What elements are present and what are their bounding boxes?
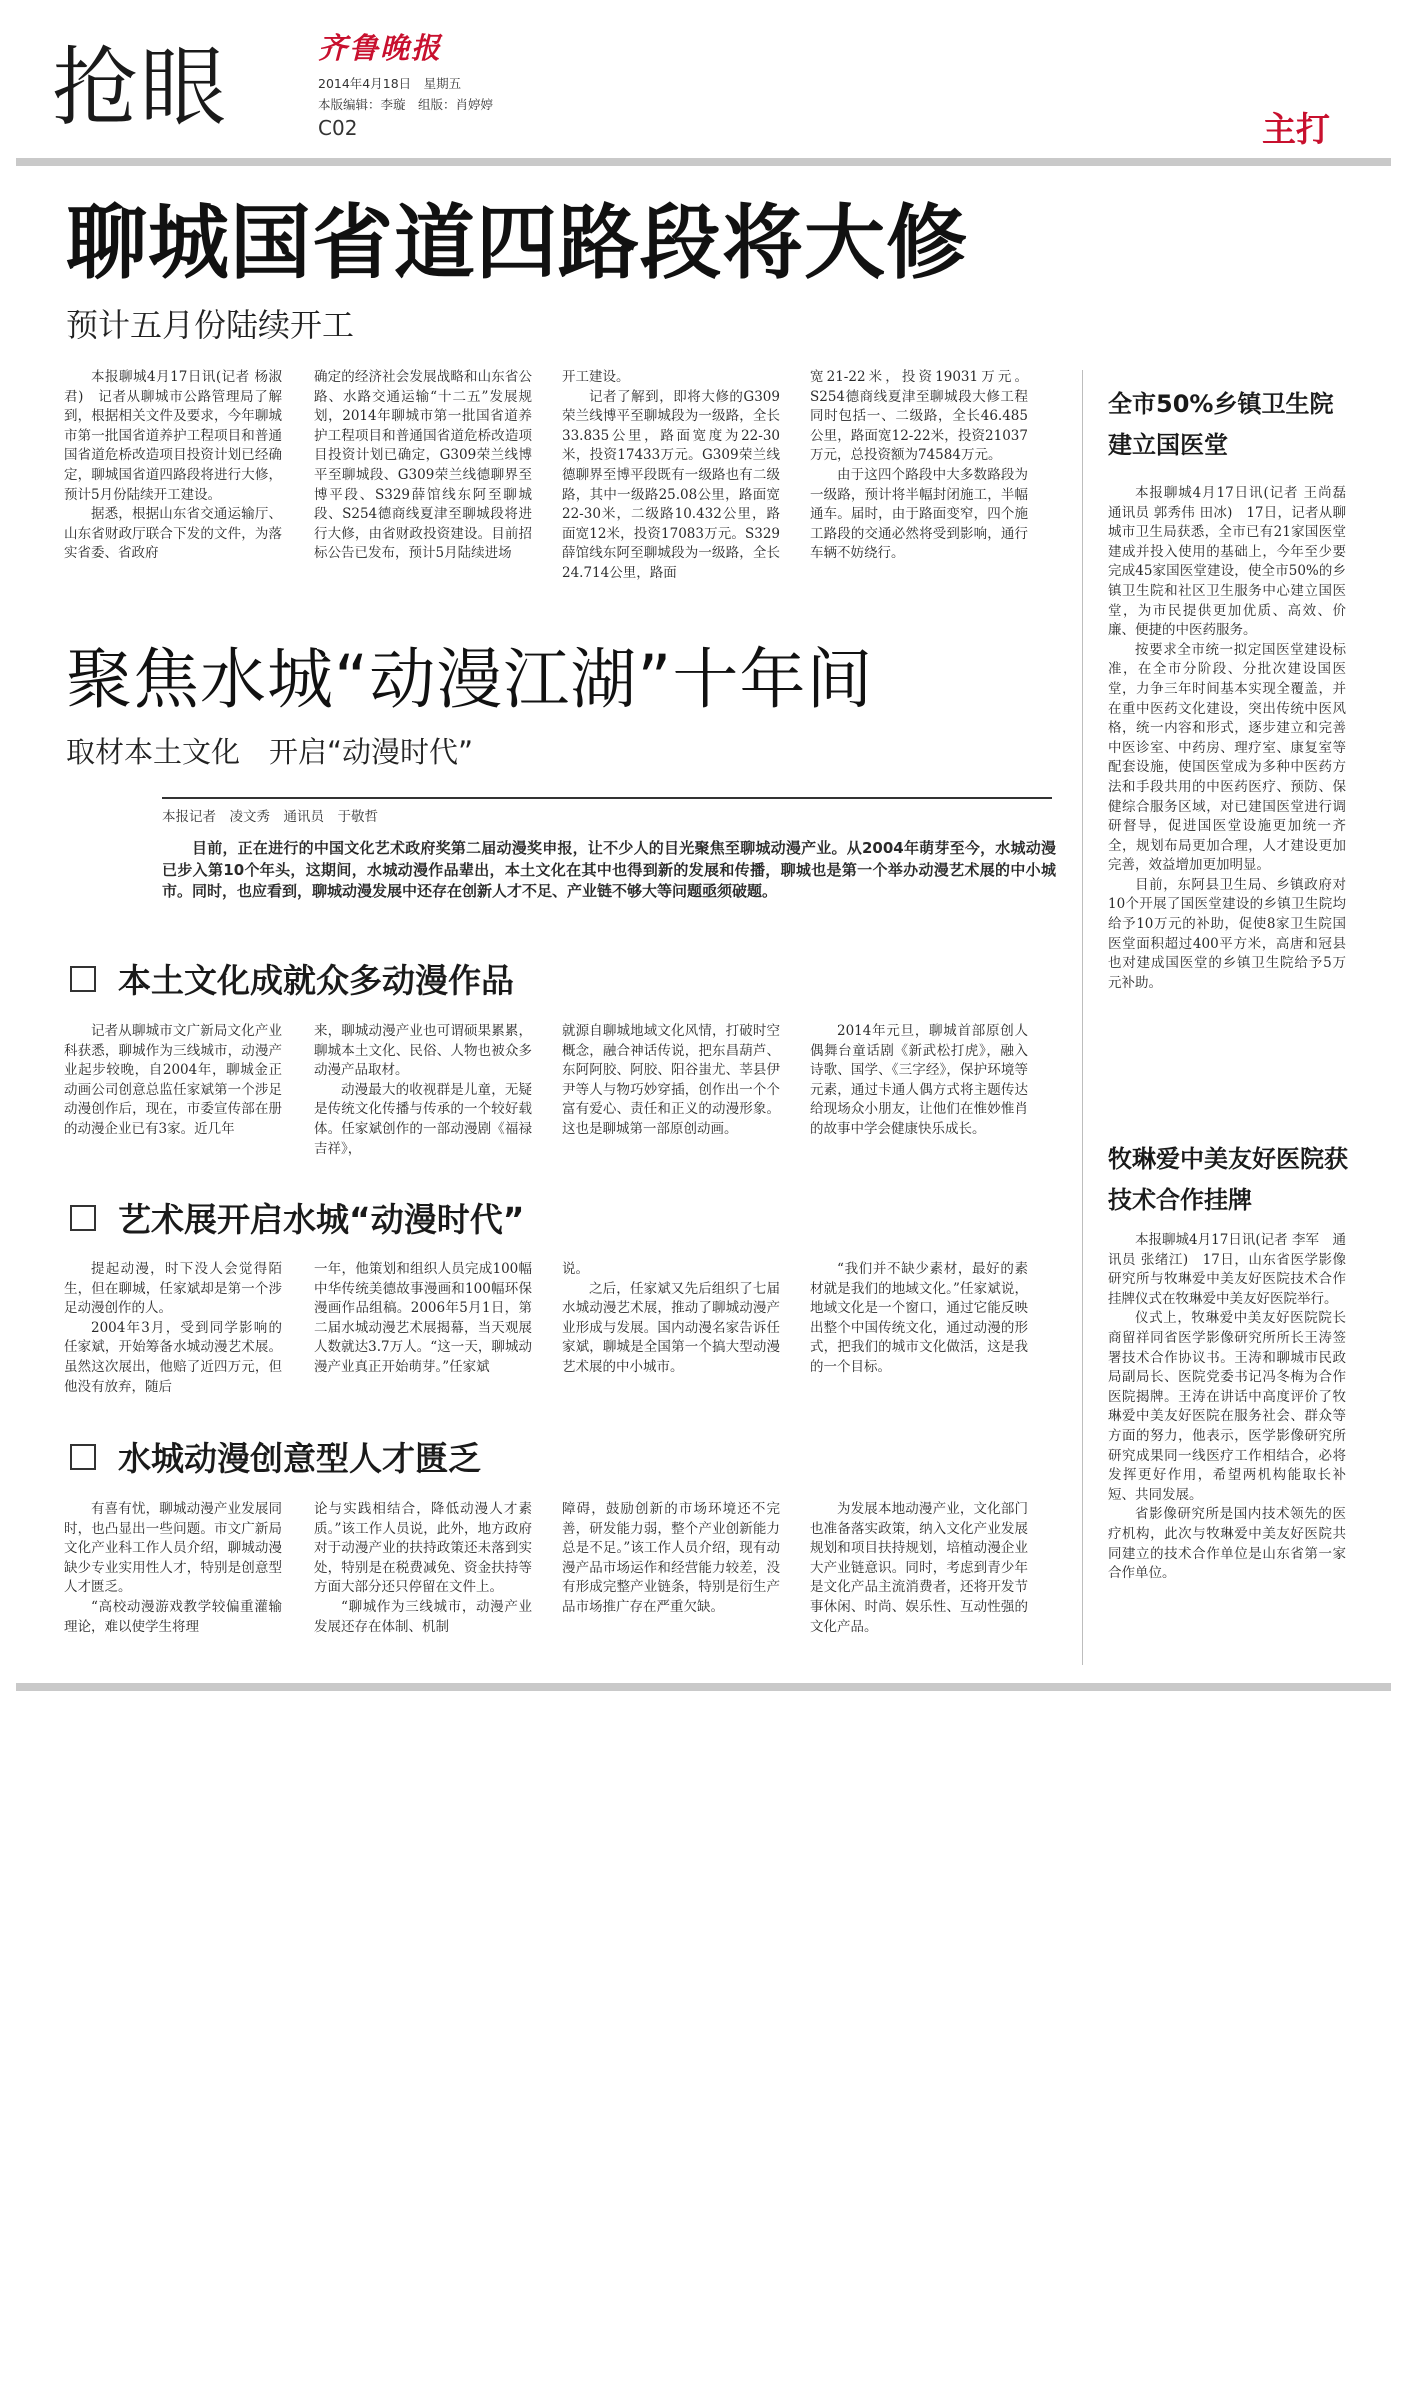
paragraph: “高校动漫游戏教学较偏重灌输理论，难以使学生将理 [64, 1598, 282, 1635]
checkbox-icon [70, 966, 96, 992]
article2-byline [162, 797, 1052, 825]
article2-subhead: 取材本土文化 开启“动漫时代” [66, 735, 474, 769]
section-2-col-2 [314, 1260, 532, 1378]
article2-lead [162, 838, 1056, 903]
paragraph: 按要求全市统一拟定国医堂建设标准，在全市分阶段、分批次建设国医堂，力争三年时间基本实现全覆盖，并在重中医药文化建设，突出传统中医风格，统一内容和形式，逐步建立和完善中医诊室、中药房、理疗室、康复室等配套设施，使国医堂成为多种中医药方法和手段共用的中医药医疗、预防、保健综合服务区域，对已建国医堂进行调研督导，促进国医堂设施更加统一齐全，规划布局更加合理，人才建设更加完善，效益增加更加明显。 [1108, 641, 1346, 874]
section-heading-text: 艺术展开启水城“动漫时代” [118, 1200, 525, 1239]
paragraph: 为发展本地动漫产业，文化部门也准备落实政策，纳入文化产业发展规划和项目扶持规划，培植动漫企业大产业链意识。同时，考虑到青少年是文化产品主流消费者，还将开发节事休闲、时尚、娱乐性、互动性强的文化产品。 [810, 1501, 1028, 1635]
sidebar-story2-body [1108, 1231, 1346, 1584]
paragraph: 本报聊城4月17日讯(记者 李军 通讯员 张绪江) 17日，山东省医学影像研究所与牧琳爱中美友好医院技术合作挂牌仪式在牧琳爱中美友好医院举行。 [1108, 1232, 1346, 1307]
section-heading-text: 水城动漫创意型人才匮乏 [118, 1439, 481, 1478]
section-2-heading [70, 1194, 524, 1241]
article1-col-4 [810, 368, 1028, 564]
bottom-rule [16, 1683, 1391, 1691]
article1-col-1 [64, 368, 282, 564]
paragraph: 2004年3月，受到同学影响的任家斌，开始筹备水城动漫艺术展。虽然这次展出，他赔了近四万元，但他没有放弃，随后 [64, 1319, 282, 1395]
section-3-col-4 [810, 1500, 1028, 1637]
article1-headline: 聊城国省道四路段将大修 [66, 197, 969, 291]
paragraph: 开工建设。 [562, 369, 630, 385]
section-1-col-1 [64, 1022, 282, 1140]
paragraph: 仪式上，牧琳爱中美友好医院院长商留祥同省医学影像研究所所长王涛签署技术合作协议书。王涛和聊城市民政局副局长、医院党委书记冯冬梅为合作医院揭牌。王涛在讲话中高度评价了牧琳爱中美友好医院在服务社会、群众等方面的努力，他表示，医学影像研究所研究成果同一线医疗工作相结合，必将发挥更好作用，希望两机构能取长补短、共同发展。 [1108, 1310, 1346, 1503]
checkbox-icon [70, 1444, 96, 1470]
paragraph: 说。 [562, 1261, 589, 1277]
paragraph: “我们并不缺少素材，最好的素材就是我们的地域文化。”任家斌说，地域文化是一个窗口，通过它能反映出整个中国传统文化，通过动漫的形式，把我们的城市文化做活，这是我的一个目标。 [810, 1261, 1028, 1375]
paragraph: 据悉，根据山东省交通运输厅、山东省财政厅联合下发的文件，为落实省委、省政府 [64, 506, 282, 562]
paragraph: 记者了解到，即将大修的G309荣兰线博平至聊城段为一级路，全长33.835公里，路面宽度为22-30米，投资17433万元。G309荣兰线德聊界至博平段既有一级路也有二级路，其中一级路25.08公里，路面宽22-30米，二级路10.432公里，路面宽12米，投资17083万元。S329薛馆线东阿至聊城段为一级路，全长24.714公里，路面 [562, 388, 780, 581]
paragraph: 就源自聊城地域文化风情，打破时空概念，融合神话传说，把东昌葫芦、东阿阿胶、阿胶、阳谷蚩尤、莘县伊尹等人与物巧妙穿插，创作出一个个富有爱心、责任和正义的动漫形象。这也是聊城第一部原创动画。 [562, 1023, 780, 1137]
section-2-col-4 [810, 1260, 1028, 1378]
section-3-heading [70, 1433, 481, 1480]
sidebar-divider [1082, 370, 1083, 1665]
article2-headline: 聚焦水城“动漫江湖”十年间 [66, 641, 874, 718]
paragraph: 之后，任家斌又先后组织了七届水城动漫艺术展，推动了聊城动漫产业形成与发展。国内动漫名家告诉任家斌，聊城是全国第一个搞大型动漫艺术展的中小城市。 [562, 1280, 780, 1375]
paragraph: 来，聊城动漫产业也可谓硕果累累，聊城本土文化、民俗、人物也被众多动漫产品取材。 [314, 1023, 532, 1079]
section-3-col-3 [562, 1500, 780, 1618]
paragraph: 宽21-22米，投资19031万元。S254德商线夏津至聊城段大修工程同时包括一、二级路，全长46.485公里，路面宽12-22米，投资21037万元，总投资额为74584万元。 [810, 369, 1028, 464]
section-3-col-1 [64, 1500, 282, 1637]
paragraph: 动漫最大的收视群是儿童，无疑是传统文化传播与传承的一个较好载体。任家斌创作的一部动漫剧《福禄吉祥》， [314, 1081, 532, 1157]
section-1-heading [70, 955, 514, 1002]
page-number: C02 [318, 116, 358, 140]
paragraph: 有喜有忧，聊城动漫产业发展同时，也凸显出一些问题。市文广新局文化产业科工作人员介绍，聊城动漫缺少专业实用性人才，特别是创意型人才匮乏。 [64, 1501, 282, 1596]
section-1-col-2 [314, 1022, 532, 1159]
section-2-col-3 [562, 1260, 780, 1378]
paragraph: 一年，他策划和组织人员完成100幅中华传统美德故事漫画和100幅环保漫画作品组稿。2006年5月1日，第二届水城动漫艺术展揭幕，当天观展人数就达3.7万人。“这一天，聊城动漫产业真正开始萌芽。”任家斌 [314, 1261, 532, 1375]
paper-logo: 齐鲁晚报 [318, 31, 443, 65]
paragraph: 论与实践相结合，降低动漫人才素质。”该工作人员说，此外，地方政府对于动漫产业的扶持政策还未落到实处，特别是在税费减免、资金扶持等方面大部分还只停留在文件上。 [314, 1501, 532, 1596]
top-rule [16, 158, 1391, 166]
paragraph: 目前，东阿县卫生局、乡镇政府对10个开展了国医堂建设的乡镇卫生院均给予10万元的补助，促使8家卫生院国医堂面积超过400平方米，高唐和冠县也对建成国医堂的乡镇卫生院给予5万元补助。 [1108, 876, 1346, 991]
checkbox-icon [70, 1205, 96, 1231]
sidebar-story1-headline: 全市50%乡镇卫生院建立国医堂 [1108, 390, 1334, 459]
paragraph: 由于这四个路段中大多数路段为一级路，预计将半幅封闭施工，半幅通车。届时，由于路面变窄，四个施工路段的交通必然将受到影响，通行车辆不妨绕行。 [810, 466, 1028, 562]
section-3-col-2 [314, 1500, 532, 1637]
section-title: 抢眼 [52, 38, 228, 138]
byline-text: 本报记者 凌文秀 通讯员 于敬哲 [162, 809, 378, 825]
section-heading-text: 本土文化成就众多动漫作品 [118, 961, 514, 1000]
lead-paragraph: 目前，正在进行的中国文化艺术政府奖第二届动漫奖申报，让不少人的目光聚焦至聊城动漫产业。从2004年萌芽至今，水城动漫已步入第10个年头，这期间，水城动漫作品辈出，本土文化在其中也得到新的发展和传播，聊城也是第一个举办动漫艺术展的中小城市。同时，也应看到，聊城动漫发展中还存在创新人才不足、产业链不够大等问题亟须破题。 [162, 839, 1056, 900]
section-1-col-3 [562, 1022, 780, 1140]
sidebar-story2-headline: 牧琳爱中美友好医院获技术合作挂牌 [1108, 1145, 1348, 1214]
paragraph: 确定的经济社会发展战略和山东省公路、水路交通运输“十二五”发展规划，2014年聊城市第一批国省道养护工程项目和普通国省道危桥改造项目投资计划已确定，G309荣兰线博平至聊城段、G309荣兰线德聊界至博平段、S329薛馆线东阿至聊城段、S254德商线夏津至聊城段将进行大修，由省财政投资建设。目前招标公告已发布，预计5月陆续进场 [314, 369, 532, 562]
article1-col-3 [562, 368, 780, 584]
page-tag: 主打 [1262, 110, 1330, 150]
paragraph: 提起动漫，时下没人会觉得陌生，但在聊城，任家斌却是第一个涉足动漫创作的人。 [64, 1261, 282, 1317]
section-2-col-1 [64, 1260, 282, 1397]
section-1-col-4 [810, 1022, 1028, 1140]
article1-col-2 [314, 368, 532, 564]
page-editors: 本版编辑：李璇 组版：肖婷婷 [318, 97, 494, 112]
paragraph: 本报聊城4月17日讯(记者 王尚磊 通讯员 郭秀伟 田冰) 17日，记者从聊城市卫生局获悉，全市已有21家国医堂建成并投入使用的基础上，今年至少要完成45家国医堂建设，使全市50%的乡镇卫生院和社区卫生服务中心建立国医堂，为市民提供更加优质、高效、价廉、便捷的中医药服务。 [1108, 485, 1360, 639]
paragraph: 本报聊城4月17日讯(记者 杨淑君) 记者从聊城市公路管理局了解到，根据相关文件及要求，今年聊城市第一批国省道养护工程项目和普通国省道危桥改造项目投资计划已经确定，聊城国省道四路段将进行大修，预计5月份陆续开工建设。 [64, 369, 282, 503]
paragraph: 障碍，鼓励创新的市场环境还不完善，研发能力弱，整个产业创新能力总是不足。”该工作人员介绍，现有动漫产品市场运作和经营能力较差，没有形成完整产业链条，特别是衍生产品市场推广存在严重欠缺。 [562, 1501, 780, 1615]
paragraph: “聊城作为三线城市，动漫产业发展还存在体制、机制 [314, 1598, 532, 1635]
paragraph: 2014年元旦，聊城首部原创人偶舞台童话剧《新武松打虎》，融入诗歌、国学、《三字经》，保护环境等元素，通过卡通人偶方式将主题传达给现场众小朋友，让他们在惟妙惟肖的故事中学会健康快乐成长。 [810, 1023, 1028, 1137]
sidebar-story1-body [1108, 484, 1360, 993]
paragraph: 记者从聊城市文广新局文化产业科获悉，聊城作为三线城市，动漫产业起步较晚，自2004年，聊城金正动画公司创意总监任家斌第一个涉足动漫创作后，现在，市委宣传部在册的动漫企业已有3家。近几年 [64, 1023, 282, 1137]
issue-date: 2014年4月18日 星期五 [318, 76, 462, 91]
paragraph: 省影像研究所是国内技术领先的医疗机构，此次与牧琳爱中美友好医院共同建立的技术合作单位是山东省第一家合作单位。 [1108, 1506, 1346, 1582]
article1-subhead: 预计五月份陆续开工 [66, 306, 355, 344]
